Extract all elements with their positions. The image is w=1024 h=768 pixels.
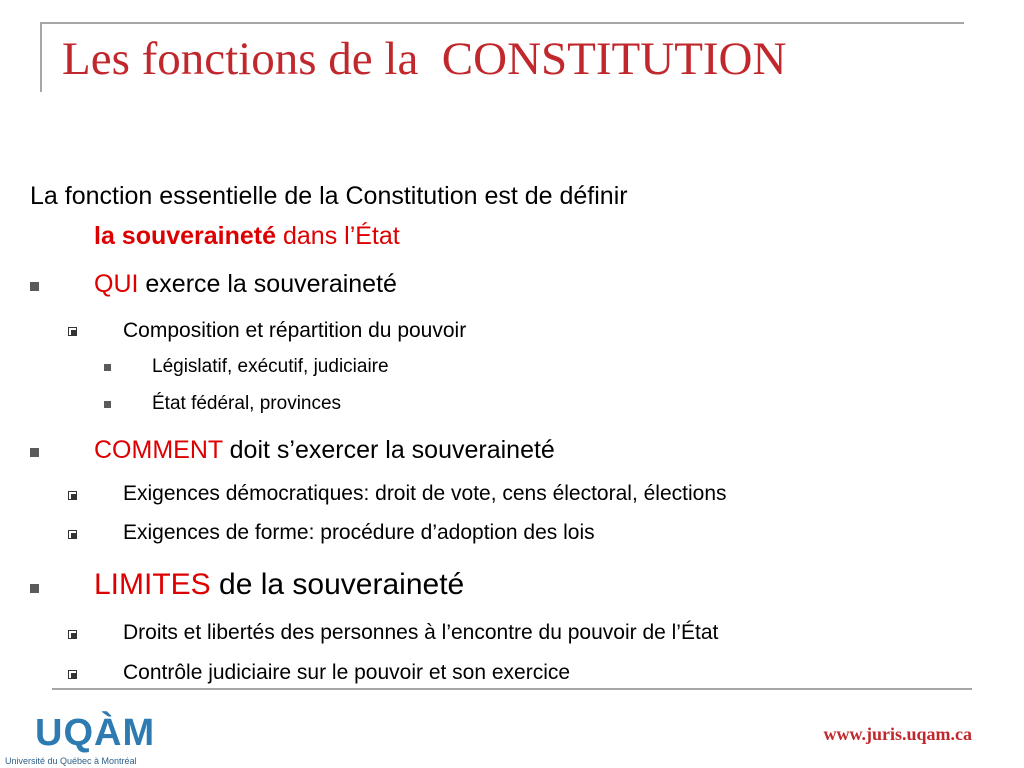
limites-sub-2: Contrôle judiciaire sur le pouvoir et son exercice	[123, 661, 571, 684]
qui-sub-1: Composition et répartition du pouvoir	[123, 319, 467, 342]
intro-line-2	[94, 224, 400, 249]
qui-sub-1-item-2: État fédéral, provinces	[152, 393, 342, 414]
comment-emphasis: COMMENT	[94, 436, 223, 464]
bullet-square-icon	[30, 584, 39, 593]
footer-url-link[interactable]: www.juris.uqam.ca	[823, 724, 972, 744]
bullet-checkbox-icon	[68, 630, 77, 639]
qui-rest: exerce la souveraineté	[138, 270, 397, 298]
bullet-small-square-icon	[104, 401, 111, 408]
limites-sub-1: Droits et libertés des personnes à l’encontre du pouvoir de l’État	[123, 621, 719, 644]
uqam-logo-mark: UQÀM	[35, 712, 156, 754]
bullet-checkbox-icon	[68, 327, 77, 336]
title-frame-top-line	[40, 22, 964, 24]
comment-sub-1: Exigences démocratiques: droit de vote, cens électoral, élections	[123, 482, 727, 505]
section-limites	[94, 570, 464, 600]
limites-rest: de la souveraineté	[210, 568, 465, 601]
slide-title: Les fonctions de la CONSTITUTION	[62, 33, 787, 85]
bullet-small-square-icon	[104, 364, 111, 371]
bullet-square-icon	[30, 448, 39, 457]
intro-line-2-rest: dans l’État	[276, 222, 400, 250]
comment-rest: doit s’exercer la souveraineté	[222, 436, 555, 464]
limites-emphasis: LIMITES	[94, 568, 211, 601]
qui-sub-1-item-1: Législatif, exécutif, judiciaire	[152, 356, 389, 377]
qui-emphasis: QUI	[94, 270, 139, 298]
comment-sub-2: Exigences de forme: procédure d’adoption des lois	[123, 521, 595, 544]
bullet-checkbox-icon	[68, 670, 77, 679]
footer-rule	[52, 688, 972, 690]
uqam-logo-subtitle: Université du Québec à Montréal	[5, 756, 137, 766]
title-frame-left-line	[40, 22, 42, 92]
section-qui	[94, 272, 397, 297]
bullet-checkbox-icon	[68, 491, 77, 500]
bullet-checkbox-icon	[68, 530, 77, 539]
intro-emphasis: la souveraineté	[94, 222, 277, 250]
uqam-logo	[5, 714, 155, 766]
intro-line-1: La fonction essentielle de la Constitution est de définir	[30, 182, 628, 210]
bullet-square-icon	[30, 282, 39, 291]
section-comment	[94, 438, 555, 463]
